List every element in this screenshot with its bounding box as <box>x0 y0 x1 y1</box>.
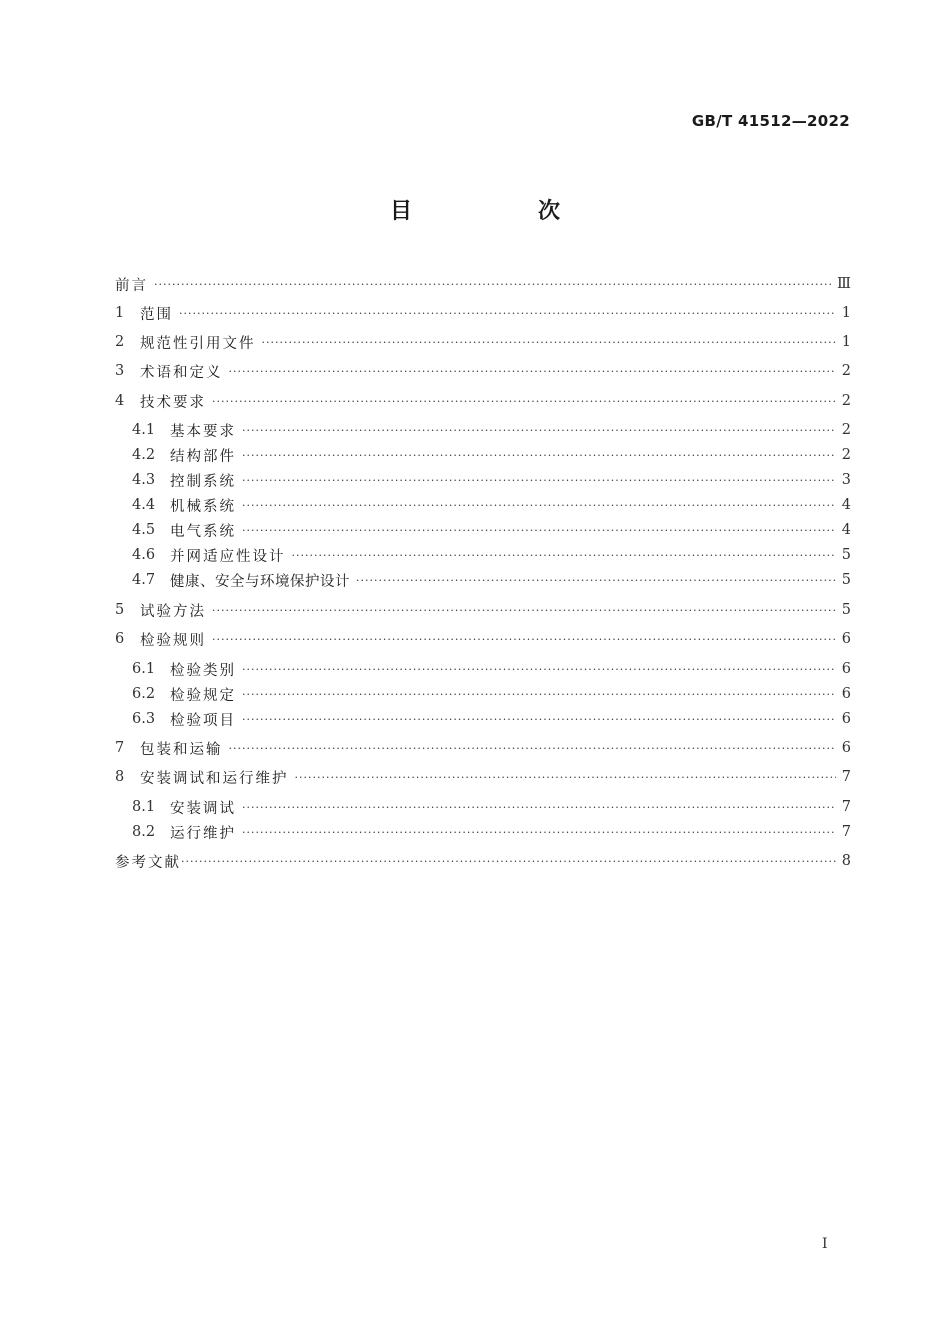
leader-dots <box>242 826 836 839</box>
toc-entry[interactable] <box>132 568 851 592</box>
leader-dots <box>179 307 836 320</box>
leader-dots <box>212 633 836 646</box>
toc-entry-number: 4.5 <box>132 522 156 538</box>
toc-entry-label: 技术要求 <box>140 394 206 411</box>
toc-entry-label: 电气系统 <box>170 523 236 540</box>
toc-entry-number: 5 <box>115 602 125 618</box>
toc-entry-label: 控制系统 <box>170 473 236 490</box>
leader-dots <box>242 688 836 701</box>
toc-entry-number: 6.1 <box>132 661 156 677</box>
toc-entry-label: 包装和运输 <box>140 741 223 758</box>
standard-code: GB/T 41512—2022 <box>691 112 850 130</box>
toc-entry[interactable] <box>132 543 851 567</box>
toc-entry-number: 4.2 <box>132 447 156 463</box>
toc-entry-page: 8 <box>841 853 851 869</box>
toc-entry-number: 4.4 <box>132 497 156 513</box>
toc-entry-page: 3 <box>841 472 851 488</box>
leader-dots <box>242 801 836 814</box>
toc-entry[interactable] <box>115 598 851 622</box>
toc-entry-number: 2 <box>115 334 125 350</box>
toc-entry[interactable] <box>115 627 851 651</box>
toc-entry-page: 5 <box>841 602 851 618</box>
toc-entry-number: 4.1 <box>132 422 156 438</box>
toc-entry-page: 2 <box>841 447 851 463</box>
toc-entry-page: 5 <box>841 572 851 588</box>
toc-entry-page: 4 <box>841 497 851 513</box>
toc-entry-label: 结构部件 <box>170 448 236 465</box>
toc-entry-label: 范围 <box>140 306 173 323</box>
leader-dots <box>242 713 836 726</box>
toc-entry-page: 6 <box>841 740 851 756</box>
toc-entry[interactable] <box>132 418 851 442</box>
toc-entry-page: 7 <box>841 824 851 840</box>
toc-entry-label: 前言 <box>115 277 148 294</box>
toc-entry-page: 2 <box>841 422 851 438</box>
toc-entry-number: 8.2 <box>132 824 156 840</box>
toc-entry-label: 检验规则 <box>140 632 206 649</box>
toc-entry-label: 并网适应性设计 <box>170 548 286 565</box>
toc-entry[interactable] <box>132 707 851 731</box>
toc-entry[interactable] <box>115 736 851 760</box>
toc-entry[interactable] <box>115 389 851 413</box>
toc-entry[interactable] <box>132 682 851 706</box>
toc-entry[interactable] <box>132 468 851 492</box>
toc-entry-page: 4 <box>841 522 851 538</box>
toc-entry-page: 7 <box>841 769 851 785</box>
leader-dots <box>181 855 836 868</box>
leader-dots <box>242 499 836 512</box>
toc-entry[interactable] <box>115 301 851 325</box>
toc-entry[interactable] <box>115 330 851 354</box>
page-title: 目 次 <box>389 199 612 224</box>
toc-entry-page: Ⅲ <box>837 276 851 292</box>
toc-entry-label: 安装调试 <box>170 800 236 817</box>
leader-dots <box>229 365 836 378</box>
leader-dots <box>212 604 836 617</box>
leader-dots <box>242 524 836 537</box>
toc-entry[interactable] <box>132 795 851 819</box>
toc-entry-page: 1 <box>841 305 851 321</box>
leader-dots <box>356 574 836 587</box>
toc-entry[interactable] <box>115 849 851 873</box>
toc-entry-label: 基本要求 <box>170 423 236 440</box>
toc-entry-page: 6 <box>841 711 851 727</box>
toc-entry-label: 检验项目 <box>170 712 236 729</box>
toc-entry-page: 7 <box>841 799 851 815</box>
toc-entry-number: 1 <box>115 305 125 321</box>
page-folio: Ⅰ <box>822 1236 828 1252</box>
toc-entry-number: 7 <box>115 740 125 756</box>
leader-dots <box>212 395 836 408</box>
toc-entry-label: 规范性引用文件 <box>140 335 256 352</box>
leader-dots <box>229 742 836 755</box>
toc-entry[interactable] <box>132 493 851 517</box>
leader-dots <box>292 549 836 562</box>
toc-entry[interactable] <box>132 657 851 681</box>
leader-dots <box>242 424 836 437</box>
toc-entry-number: 6.2 <box>132 686 156 702</box>
toc-entry-number: 4 <box>115 393 125 409</box>
toc-entry-number: 6.3 <box>132 711 156 727</box>
toc-entry-label: 健康、安全与环境保护设计 <box>170 573 350 590</box>
toc-entry-number: 4.6 <box>132 547 156 563</box>
toc-entry-label: 检验规定 <box>170 687 236 704</box>
toc-entry-page: 6 <box>841 661 851 677</box>
toc-entry[interactable] <box>132 820 851 844</box>
toc-entry-label: 术语和定义 <box>140 364 223 381</box>
toc-entry-page: 6 <box>841 686 851 702</box>
leader-dots <box>295 771 836 784</box>
toc-entry-page: 2 <box>841 393 851 409</box>
toc-entry[interactable] <box>115 359 851 383</box>
toc-entry-number: 6 <box>115 631 125 647</box>
toc-entry[interactable] <box>115 765 851 789</box>
toc-entry-page: 6 <box>841 631 851 647</box>
toc-entry[interactable] <box>132 443 851 467</box>
toc-entry-number: 3 <box>115 363 125 379</box>
toc-entry-page: 2 <box>841 363 851 379</box>
toc-entry-page: 1 <box>841 334 851 350</box>
leader-dots <box>262 336 836 349</box>
leader-dots <box>242 474 836 487</box>
toc-entry-label: 参考文献 <box>115 854 181 871</box>
toc-entry-number: 4.7 <box>132 572 156 588</box>
leader-dots <box>242 449 836 462</box>
toc-entry-label: 检验类别 <box>170 662 236 679</box>
toc-entry[interactable] <box>132 518 851 542</box>
leader-dots <box>242 663 836 676</box>
toc-entry-label: 机械系统 <box>170 498 236 515</box>
toc-entry-number: 4.3 <box>132 472 156 488</box>
toc-entry-number: 8.1 <box>132 799 156 815</box>
toc-entry[interactable] <box>115 272 851 296</box>
toc-entry-page: 5 <box>841 547 851 563</box>
toc-entry-label: 安装调试和运行维护 <box>140 770 289 787</box>
leader-dots <box>154 278 831 291</box>
toc-entry-label: 试验方法 <box>140 603 206 620</box>
toc-entry-number: 8 <box>115 769 125 785</box>
toc-entry-label: 运行维护 <box>170 825 236 842</box>
